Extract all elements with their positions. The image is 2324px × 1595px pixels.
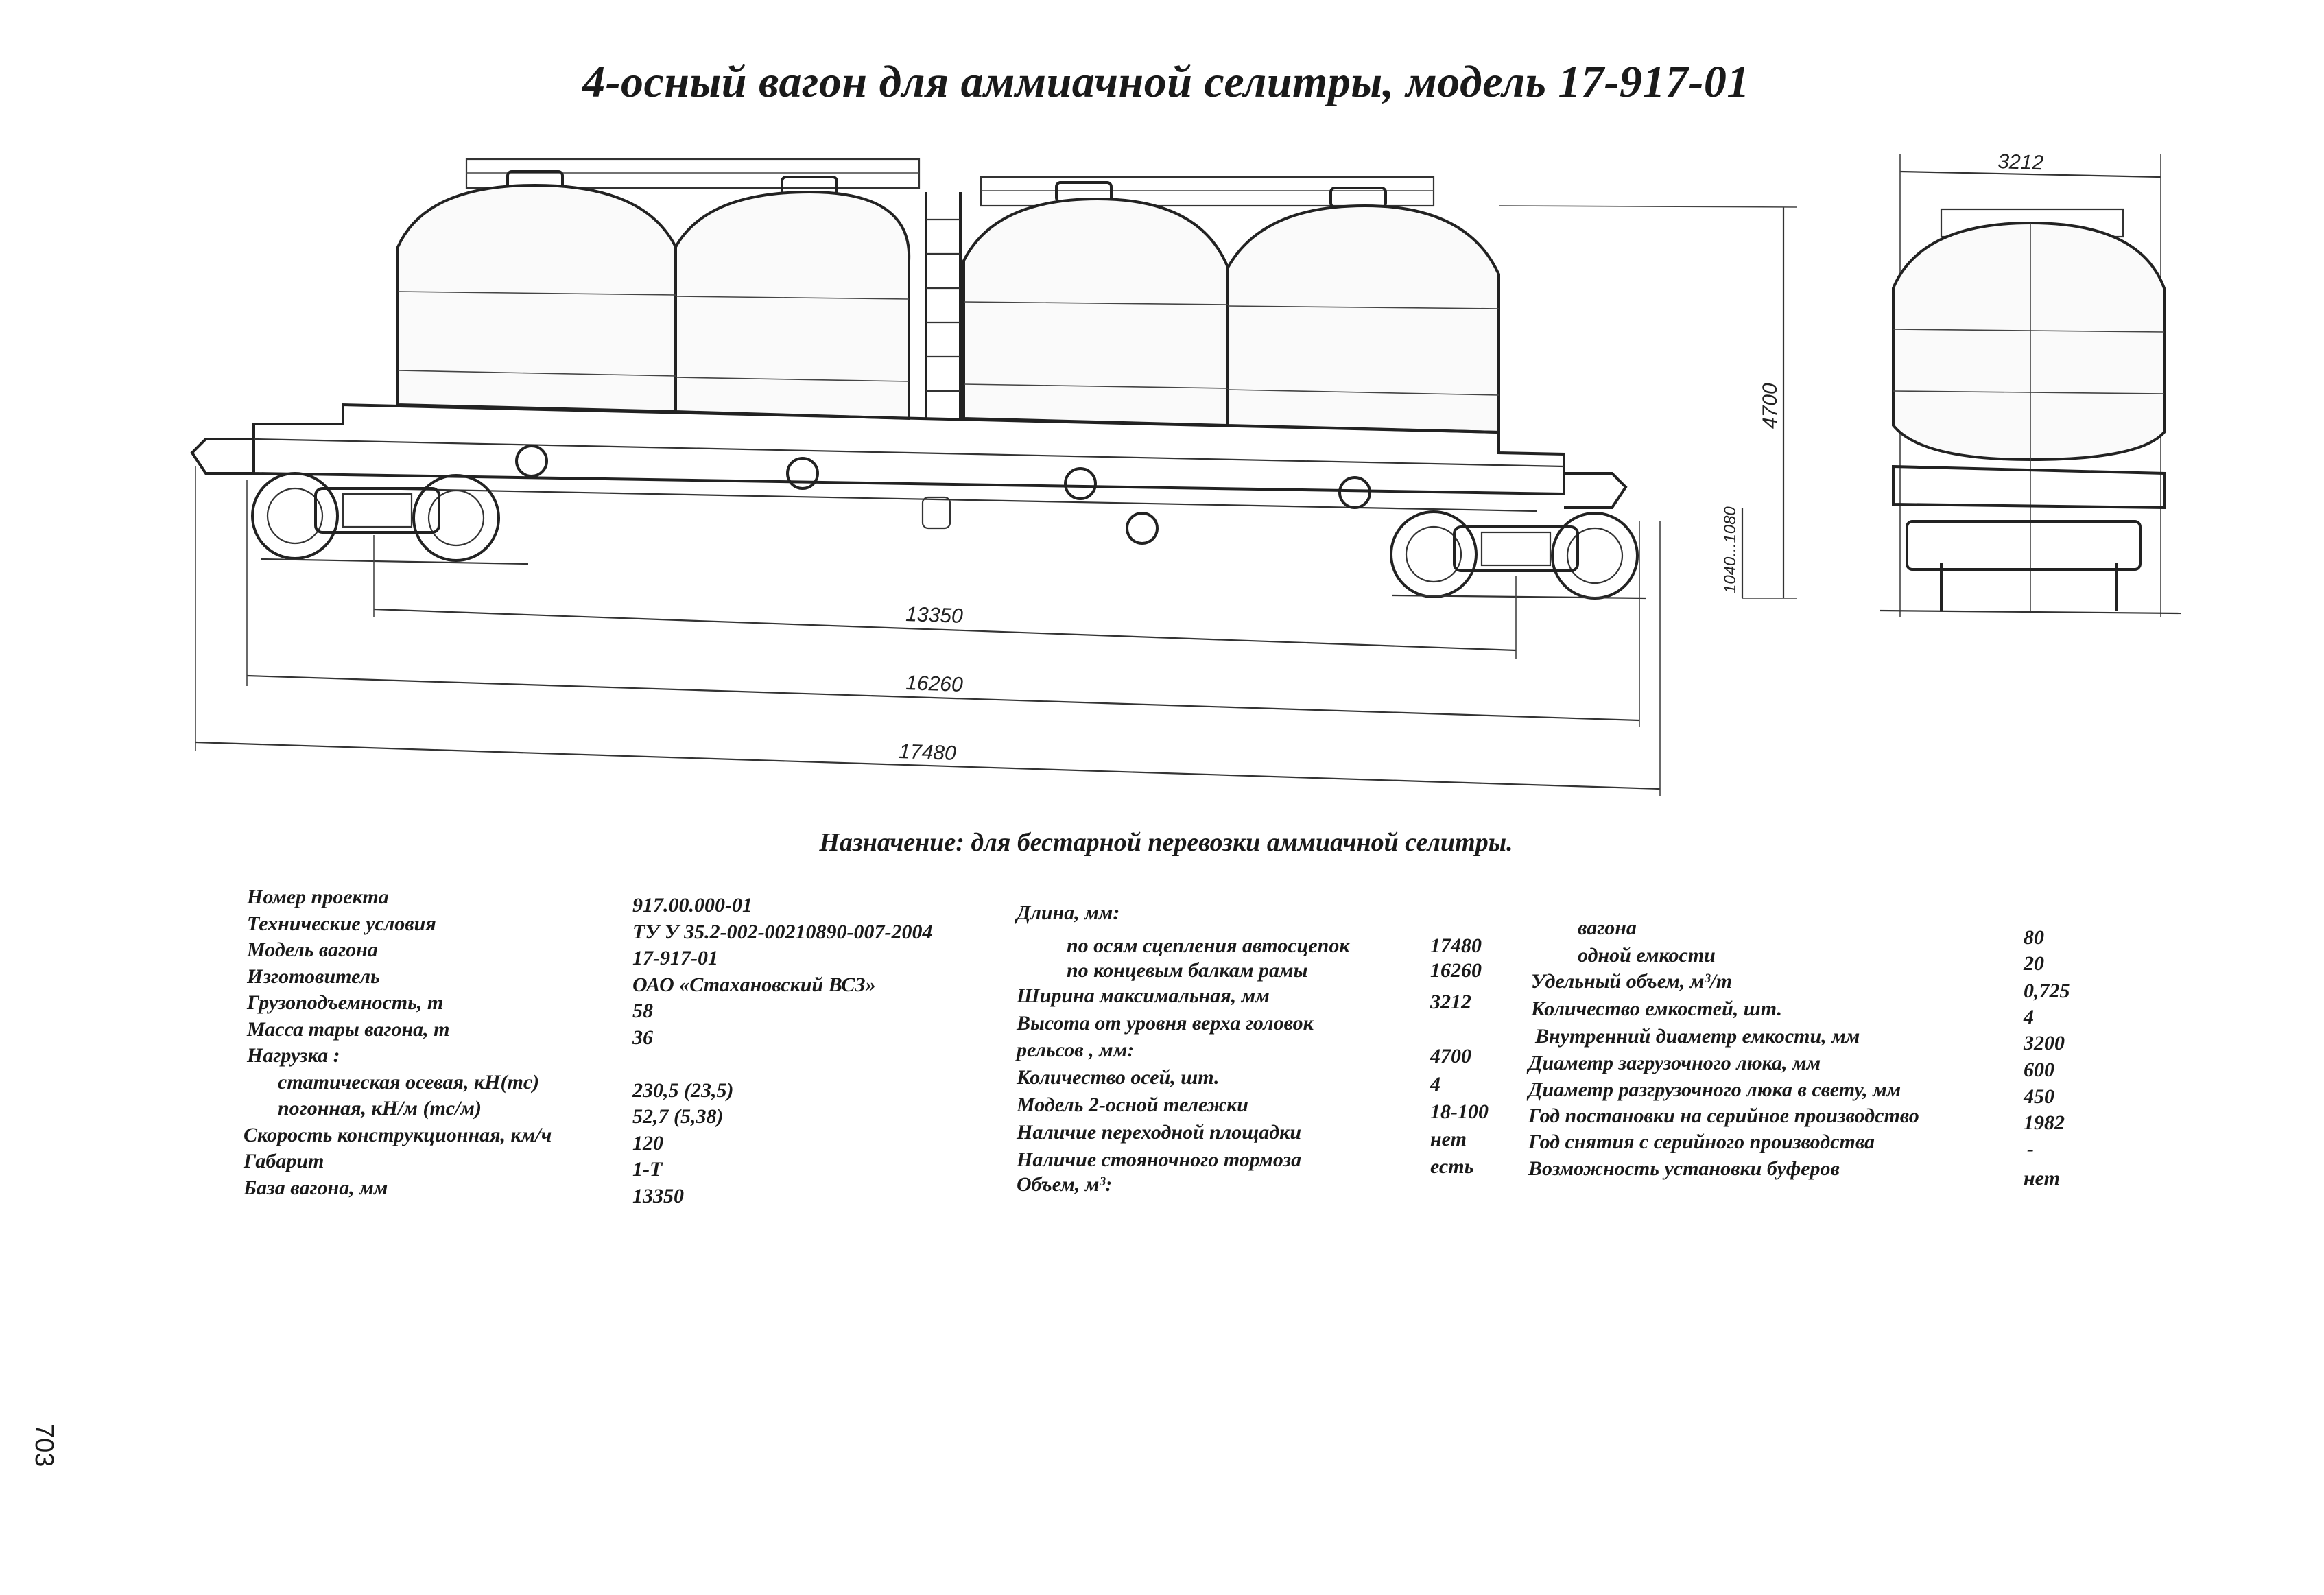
dim-base-label: 13350 <box>905 603 964 628</box>
spec-label: Скорость конструкционная, км/ч <box>244 1124 552 1146</box>
spec-label: вагона <box>1578 917 1637 939</box>
spec-value: 36 <box>632 1026 653 1049</box>
dim-width-label: 3212 <box>1997 150 2044 175</box>
spec-value: 18-100 <box>1430 1100 1489 1123</box>
spec-value: нет <box>1430 1128 1467 1150</box>
spec-value: 1-Т <box>632 1158 663 1181</box>
spec-value: ТУ У 35.2-002-00210890-007-2004 <box>632 921 933 943</box>
spec-label: Изготовитель <box>247 965 380 988</box>
spec-label: по концевым балкам рамы <box>1067 959 1308 982</box>
purpose-line: Назначение: для бестарной перевозки аммиачной селитры. <box>819 828 1513 857</box>
spec-label: Удельный объем, м³/т <box>1531 970 1733 993</box>
spec-value: есть <box>1430 1155 1474 1178</box>
spec-value: 17-917-01 <box>632 947 718 969</box>
spec-label: Диаметр разгрузочного люка в свету, мм <box>1528 1078 1901 1101</box>
spec-value: 16260 <box>1430 959 1482 982</box>
ladder <box>926 192 960 418</box>
tanks <box>398 185 1499 432</box>
dim-coupling-height-label: 1040...1080 <box>1721 506 1740 593</box>
spec-value: нет <box>2024 1167 2060 1190</box>
spec-label: Возможность установки буферов <box>1528 1157 1840 1180</box>
spec-label: Объем, м³: <box>1017 1173 1113 1196</box>
spec-label: Диаметр загрузочного люка, мм <box>1528 1052 1821 1074</box>
spec-label: Длина, мм: <box>1017 901 1120 924</box>
spec-label: Технические условия <box>247 912 436 935</box>
spec-value: 600 <box>2024 1059 2054 1081</box>
end-view <box>1880 154 2181 617</box>
spec-value: 17480 <box>1430 934 1482 957</box>
spec-label: Грузоподъемность, т <box>247 991 444 1014</box>
spec-value: 4 <box>1430 1073 1440 1096</box>
spec-label: статическая осевая, кН(тс) <box>278 1071 540 1094</box>
spec-label: Номер проекта <box>247 886 389 908</box>
spec-value: 4 <box>2024 1006 2034 1028</box>
spec-label: Наличие переходной площадки <box>1017 1121 1302 1144</box>
spec-label: Габарит <box>244 1150 324 1172</box>
spec-value: 52,7 (5,38) <box>632 1105 724 1128</box>
spec-value: 1982 <box>2024 1111 2065 1134</box>
spec-value: 80 <box>2024 926 2044 949</box>
spec-label: Модель вагона <box>247 938 378 961</box>
spec-label: погонная, кН/м (тс/м) <box>278 1097 482 1120</box>
dim-frame-length-label: 16260 <box>905 672 964 696</box>
spec-value: 3200 <box>2024 1032 2065 1054</box>
spec-label: Год постановки на серийное производство <box>1528 1104 1919 1127</box>
spec-label: Количество емкостей, шт. <box>1531 997 1782 1020</box>
spec-value: 450 <box>2024 1085 2054 1108</box>
spec-value: 120 <box>632 1132 663 1155</box>
spec-value: 3212 <box>1430 991 1471 1013</box>
spec-value: ОАО «Стахановский ВСЗ» <box>632 973 876 996</box>
document-title: 4-осный вагон для аммиачной селитры, модель 17-917-01 <box>582 57 1750 107</box>
spec-value: 230,5 (23,5) <box>632 1079 734 1102</box>
spec-label: одной емкости <box>1578 944 1716 967</box>
spec-label: Количество осей, шт. <box>1017 1066 1220 1089</box>
discharge-valves <box>517 446 1370 543</box>
left-bogie <box>252 473 499 560</box>
spec-value: 58 <box>632 1000 653 1022</box>
spec-label: Наличие стояночного тормоза <box>1017 1148 1302 1171</box>
spec-label: по осям сцепления автосцепок <box>1067 934 1350 957</box>
spec-value: 917.00.000-01 <box>632 894 752 917</box>
page-number: 703 <box>29 1423 58 1467</box>
spec-label: Высота от уровня верха головок <box>1017 1012 1314 1035</box>
dim-height-label: 4700 <box>1759 383 1781 429</box>
spec-label: рельсов , мм: <box>1017 1039 1135 1061</box>
spec-label: Нагрузка : <box>247 1044 340 1067</box>
spec-value: 20 <box>2024 952 2044 975</box>
spec-value: 0,725 <box>2024 980 2070 1002</box>
spec-label: Модель 2-осной тележки <box>1017 1094 1248 1116</box>
right-bogie <box>1391 512 1637 598</box>
spec-value: 4700 <box>1430 1045 1471 1067</box>
dim-coupling-length-label: 17480 <box>898 740 957 765</box>
spec-label: Внутренний диаметр емкости, мм <box>1535 1025 1860 1048</box>
spec-value: 13350 <box>632 1185 684 1207</box>
spec-label: Год снятия с серийного производства <box>1528 1131 1875 1153</box>
spec-value: - <box>2027 1137 2034 1160</box>
couplers <box>192 439 1626 508</box>
spec-label: База вагона, мм <box>244 1177 388 1199</box>
spec-label: Масса тары вагона, т <box>247 1018 450 1041</box>
spec-label: Ширина максимальная, мм <box>1017 984 1270 1007</box>
